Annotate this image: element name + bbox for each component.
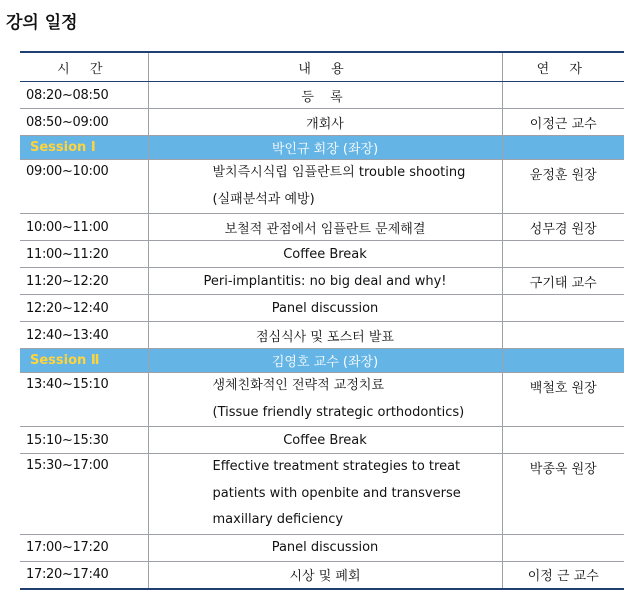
row-time: 08:20~08:50 bbox=[20, 82, 148, 109]
row-content: Panel discussion bbox=[148, 295, 502, 322]
row-speaker: 이정근 교수 bbox=[502, 109, 624, 136]
table-row bbox=[20, 295, 624, 322]
row-speaker: 박종욱 원장 bbox=[502, 454, 624, 535]
row-content: Coffee Break bbox=[148, 241, 502, 268]
table-row bbox=[20, 561, 624, 589]
row-content bbox=[148, 454, 502, 535]
row-time: 15:30~17:00 bbox=[20, 454, 148, 535]
row-time: 17:20~17:40 bbox=[20, 561, 148, 589]
row-content-line: maxillary deficiency bbox=[212, 512, 344, 527]
row-speaker: 구기태 교수 bbox=[502, 268, 624, 295]
row-content bbox=[148, 160, 502, 214]
row-content: 시상 및 폐회 bbox=[148, 561, 502, 589]
row-time: 13:40~15:10 bbox=[20, 373, 148, 427]
table-row bbox=[20, 109, 624, 136]
row-speaker bbox=[502, 534, 624, 561]
row-content-line: (실패분석과 예방) bbox=[212, 191, 315, 207]
table-header-row bbox=[20, 52, 624, 82]
row-content-line: 발치즉시식립 임플란트의 trouble shooting bbox=[212, 165, 466, 180]
row-speaker: 백철호 원장 bbox=[502, 373, 624, 427]
table-row bbox=[20, 268, 624, 295]
row-speaker bbox=[502, 82, 624, 109]
row-content: 보철적 관점에서 임플란트 문제해결 bbox=[148, 214, 502, 241]
page-title: 강의 일정 bbox=[6, 13, 78, 33]
session-chair: 박인규 회장 (좌장) bbox=[148, 136, 502, 160]
table-row bbox=[20, 427, 624, 454]
table-row bbox=[20, 534, 624, 561]
session-label: Session Ⅰ bbox=[20, 136, 148, 160]
table-row bbox=[20, 241, 624, 268]
session-row bbox=[20, 349, 624, 373]
table-row bbox=[20, 214, 624, 241]
table-row bbox=[20, 82, 624, 109]
row-content: Panel discussion bbox=[148, 534, 502, 561]
row-speaker: 윤정훈 원장 bbox=[502, 160, 624, 214]
table-row bbox=[20, 373, 624, 427]
row-time: 17:00~17:20 bbox=[20, 534, 148, 561]
row-time: 11:00~11:20 bbox=[20, 241, 148, 268]
table-row bbox=[20, 454, 624, 535]
header-time: 시 간 bbox=[20, 52, 148, 82]
row-content-line: patients with openbite and transverse bbox=[212, 485, 461, 501]
session-empty-cell bbox=[502, 349, 624, 373]
row-time: 11:20~12:20 bbox=[20, 268, 148, 295]
row-content: 등 록 bbox=[148, 82, 502, 109]
row-content: 점심식사 및 포스터 발표 bbox=[148, 322, 502, 349]
row-speaker bbox=[502, 241, 624, 268]
row-time: 12:20~12:40 bbox=[20, 295, 148, 322]
session-label: Session Ⅱ bbox=[20, 349, 148, 373]
header-content: 내 용 bbox=[148, 52, 502, 82]
session-empty-cell bbox=[502, 136, 624, 160]
row-time: 09:00~10:00 bbox=[20, 160, 148, 214]
row-time: 15:10~15:30 bbox=[20, 427, 148, 454]
row-time: 12:40~13:40 bbox=[20, 322, 148, 349]
row-speaker bbox=[502, 295, 624, 322]
row-content-line: Effective treatment strategies to treat bbox=[212, 459, 461, 474]
row-speaker bbox=[502, 322, 624, 349]
table-row bbox=[20, 322, 624, 349]
row-speaker: 성무경 원장 bbox=[502, 214, 624, 241]
table-row bbox=[20, 160, 624, 214]
row-speaker: 이정 근 교수 bbox=[502, 561, 624, 589]
header-speaker: 연 자 bbox=[502, 52, 624, 82]
lecture-schedule-table bbox=[20, 51, 624, 590]
row-content-line: (Tissue friendly strategic orthodontics) bbox=[212, 404, 465, 420]
row-content-line: 생체친화적인 전략적 교정치료 bbox=[212, 378, 385, 393]
row-time: 10:00~11:00 bbox=[20, 214, 148, 241]
row-content: Peri-implantitis: no big deal and why! bbox=[148, 268, 502, 295]
row-speaker bbox=[502, 427, 624, 454]
row-content: 개회사 bbox=[148, 109, 502, 136]
row-time: 08:50~09:00 bbox=[20, 109, 148, 136]
row-content bbox=[148, 373, 502, 427]
session-chair: 김영호 교수 (좌장) bbox=[148, 349, 502, 373]
session-row bbox=[20, 136, 624, 160]
row-content: Coffee Break bbox=[148, 427, 502, 454]
